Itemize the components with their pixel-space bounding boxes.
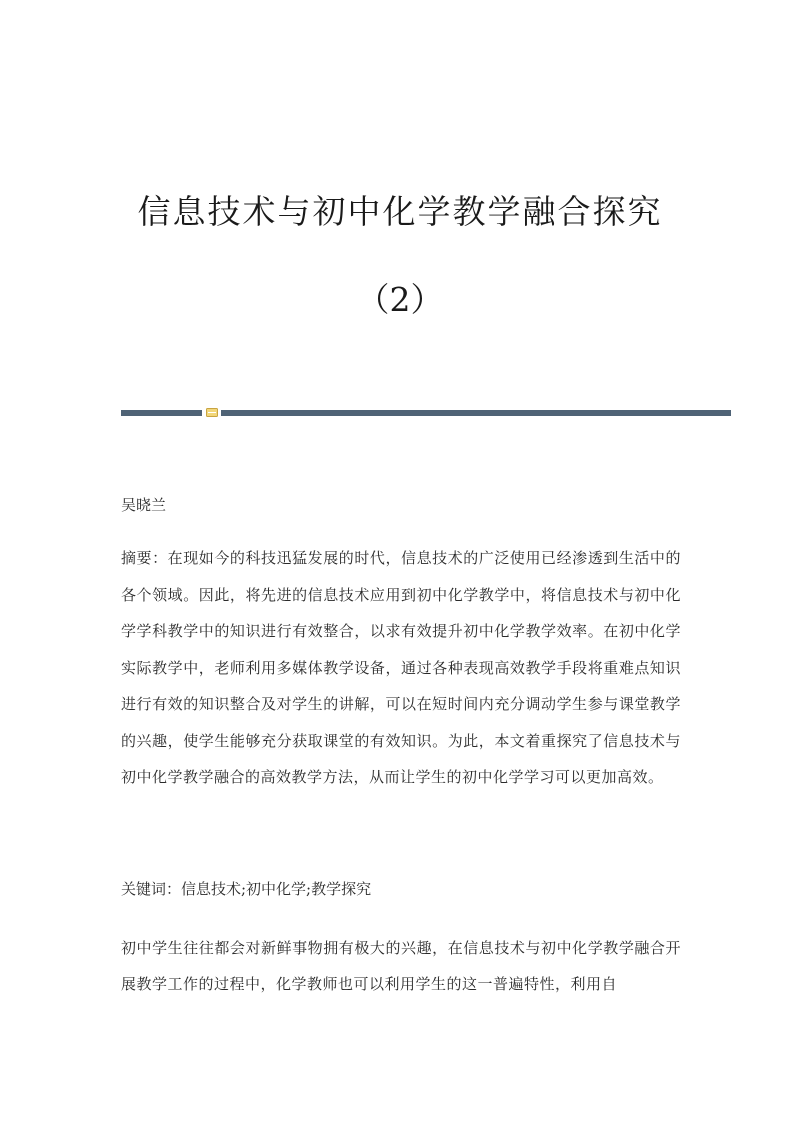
- abstract-paragraph: 摘要：在现如今的科技迅猛发展的时代，信息技术的广泛使用已经渗透到生活中的各个领域。因此，将先进的信息技术应用到初中化学教学中，将信息技术与初中化学学科教学中的知识进行有效整合，以求有效提升初中化学教学效率。在初中化学实际教学中，老师利用多媒体教学设备，通过各种表现高效教学手段将重难点知识进行有效的知识整合及对学生的讲解，可以在短时间内充分调动学生参与课堂教学的兴趣，使学生能够充分获取课堂的有效知识。为此，本文着重探究了信息技术与初中化学教学融合的高效教学方法，从而让学生的初中化学学习可以更加高效。: [121, 549, 681, 786]
- title-divider: [121, 408, 731, 416]
- keywords-line: 关键词：信息技术;初中化学;教学探究: [121, 880, 372, 898]
- divider-bar-left: [121, 410, 202, 416]
- divider-ornament-icon: [206, 408, 218, 417]
- intro-paragraph: 初中学生往往都会对新鲜事物拥有极大的兴趣，在信息技术与初中化学教学融合开展教学工作的过程中，化学教师也可以利用学生的这一普遍特性，利用自: [121, 939, 681, 993]
- author-name: 吴晓兰: [121, 496, 167, 514]
- title-line-1: 信息技术与初中化学教学融合探究: [137, 192, 663, 231]
- divider-bar-right: [221, 410, 731, 416]
- title-line-2: （2）: [356, 280, 444, 319]
